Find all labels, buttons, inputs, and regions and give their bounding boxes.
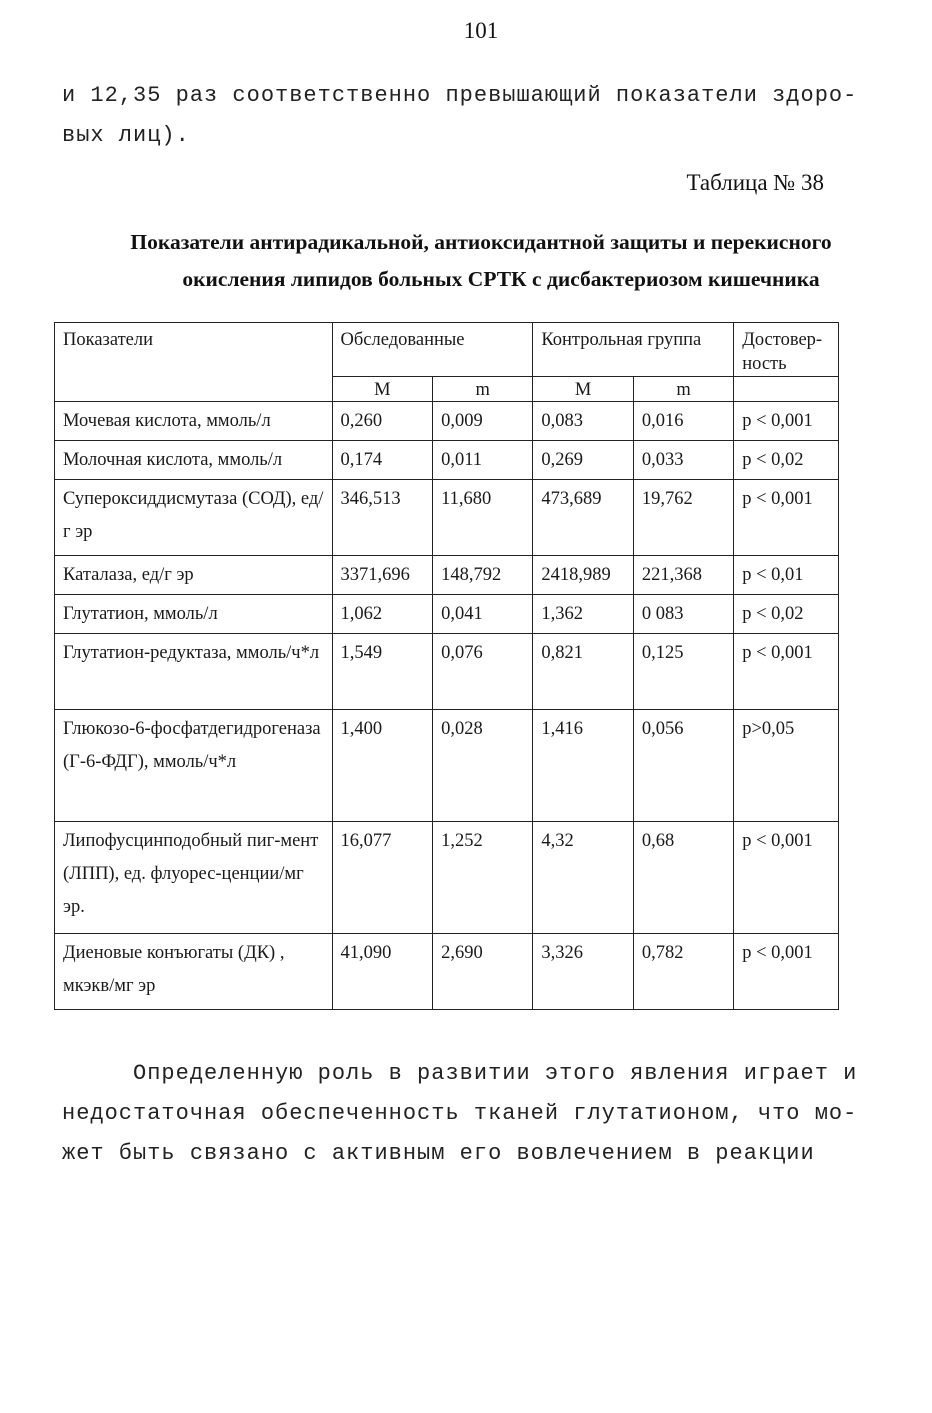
cell-indicator: Глюкозо-6-фосфатдегидрогеназа (Г-6-ФДГ), ммоль/ч*л bbox=[55, 710, 333, 822]
cell-M-examined: 3371,696 bbox=[332, 556, 433, 595]
cell-m-control: 0,68 bbox=[633, 822, 733, 934]
cell-M-examined: 41,090 bbox=[332, 934, 433, 1010]
cell-m-control: 0,033 bbox=[633, 441, 733, 480]
table-row bbox=[55, 595, 839, 634]
cell-M-control: 3,326 bbox=[533, 934, 634, 1010]
cell-indicator: Диеновые конъюгаты (ДК) , мкэкв/мг эр bbox=[55, 934, 333, 1010]
outro-line: недостаточная обеспеченность тканей глутатионом, что мо- bbox=[62, 1101, 858, 1126]
cell-significance: p < 0,02 bbox=[734, 595, 839, 634]
cell-indicator: Мочевая кислота, ммоль/л bbox=[55, 402, 333, 441]
cell-indicator: Глутатион, ммоль/л bbox=[55, 595, 333, 634]
cell-M-examined: 1,062 bbox=[332, 595, 433, 634]
cell-m-examined: 0,009 bbox=[433, 402, 533, 441]
cell-significance: p < 0,001 bbox=[734, 402, 839, 441]
cell-significance: p < 0,001 bbox=[734, 480, 839, 556]
intro-line: вых лиц). bbox=[62, 123, 190, 148]
cell-m-examined: 2,690 bbox=[433, 934, 533, 1010]
header-m-examined: m bbox=[433, 377, 533, 402]
cell-m-control: 19,762 bbox=[633, 480, 733, 556]
cell-M-examined: 16,077 bbox=[332, 822, 433, 934]
outro-line: Определенную роль в развитии этого явления играет и bbox=[62, 1061, 858, 1086]
cell-m-control: 0,782 bbox=[633, 934, 733, 1010]
cell-m-control: 0 083 bbox=[633, 595, 733, 634]
cell-M-examined: 1,400 bbox=[332, 710, 433, 822]
header-significance: Достовер-ность bbox=[734, 323, 839, 377]
cell-m-examined: 148,792 bbox=[433, 556, 533, 595]
cell-significance: p>0,05 bbox=[734, 710, 839, 822]
cell-M-control: 2418,989 bbox=[533, 556, 634, 595]
table-row bbox=[55, 710, 839, 822]
table-body bbox=[55, 402, 839, 1010]
header-control: Контрольная группа bbox=[533, 323, 734, 377]
cell-m-examined: 11,680 bbox=[433, 480, 533, 556]
cell-significance: p < 0,001 bbox=[734, 634, 839, 710]
cell-m-examined: 0,011 bbox=[433, 441, 533, 480]
cell-M-control: 0,083 bbox=[533, 402, 634, 441]
cell-M-control: 0,821 bbox=[533, 634, 634, 710]
header-M-examined: М bbox=[332, 377, 433, 402]
cell-m-examined: 0,041 bbox=[433, 595, 533, 634]
cell-M-control: 4,32 bbox=[533, 822, 634, 934]
cell-indicator: Молочная кислота, ммоль/л bbox=[55, 441, 333, 480]
cell-m-examined: 1,252 bbox=[433, 822, 533, 934]
cell-M-control: 0,269 bbox=[533, 441, 634, 480]
cell-indicator: Супероксиддисмутаза (СОД), ед/г эр bbox=[55, 480, 333, 556]
table-row bbox=[55, 934, 839, 1010]
table-row bbox=[55, 556, 839, 595]
table-row bbox=[55, 480, 839, 556]
cell-M-examined: 0,260 bbox=[332, 402, 433, 441]
table-row bbox=[55, 822, 839, 934]
cell-m-examined: 0,028 bbox=[433, 710, 533, 822]
cell-m-examined: 0,076 bbox=[433, 634, 533, 710]
cell-m-control: 221,368 bbox=[633, 556, 733, 595]
header-M-control: М bbox=[533, 377, 634, 402]
table-title-line: Показатели антирадикальной, антиоксидантной защиты и перекисного bbox=[130, 230, 832, 254]
cell-M-control: 1,416 bbox=[533, 710, 634, 822]
cell-M-examined: 346,513 bbox=[332, 480, 433, 556]
table-caption: Таблица № 38 bbox=[686, 170, 824, 195]
header-m-control: m bbox=[633, 377, 733, 402]
table-title bbox=[60, 224, 902, 298]
cell-indicator: Каталаза, ед/г эр bbox=[55, 556, 333, 595]
outro-paragraph bbox=[62, 1054, 892, 1174]
cell-significance: p < 0,01 bbox=[734, 556, 839, 595]
cell-indicator: Липофусцинподобный пиг-мент (ЛПП), ед. флуорес-ценции/мг эр. bbox=[55, 822, 333, 934]
cell-m-control: 0,056 bbox=[633, 710, 733, 822]
outro-line: жет быть связано с активным его вовлечением в реакции bbox=[62, 1141, 815, 1166]
header-examined: Обследованные bbox=[332, 323, 533, 377]
cell-M-control: 473,689 bbox=[533, 480, 634, 556]
header-significance-empty bbox=[734, 377, 839, 402]
cell-m-control: 0,125 bbox=[633, 634, 733, 710]
table-title-line: окисления липидов больных СРТК с дисбактериозом кишечника bbox=[182, 267, 820, 291]
cell-M-examined: 0,174 bbox=[332, 441, 433, 480]
table-row bbox=[55, 441, 839, 480]
cell-significance: p < 0,02 bbox=[734, 441, 839, 480]
intro-line: и 12,35 раз соответственно превышающий показатели здоро- bbox=[62, 83, 858, 108]
data-table bbox=[54, 322, 839, 1010]
cell-indicator: Глутатион-редуктаза, ммоль/ч*л bbox=[55, 634, 333, 710]
cell-significance: p < 0,001 bbox=[734, 934, 839, 1010]
cell-M-examined: 1,549 bbox=[332, 634, 433, 710]
page-number: 101 bbox=[463, 18, 499, 43]
cell-significance: p < 0,001 bbox=[734, 822, 839, 934]
cell-M-control: 1,362 bbox=[533, 595, 634, 634]
header-indicator: Показатели bbox=[55, 323, 333, 402]
intro-paragraph bbox=[62, 76, 892, 156]
table-row bbox=[55, 402, 839, 441]
table-row bbox=[55, 634, 839, 710]
cell-m-control: 0,016 bbox=[633, 402, 733, 441]
